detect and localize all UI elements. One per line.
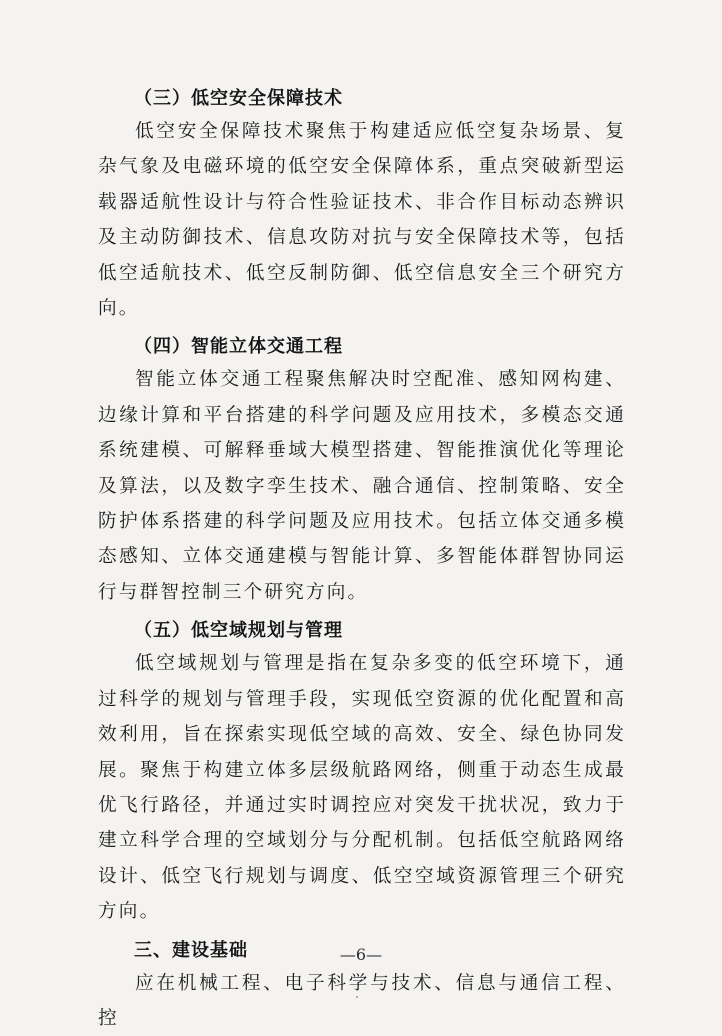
section-heading-construction-basis: 三、建设基础: [134, 939, 248, 961]
section-paragraph-construction-basis: 应在机械工程、电子科学与技术、信息与通信工程、控: [98, 972, 626, 1029]
section-heading-airspace-planning: （五）低空域规划与管理: [134, 620, 343, 642]
section-paragraph-low-altitude-safety: 低空安全保障技术聚焦于构建适应低空复杂场景、复杂气象及电磁环境的低空安全保障体系，重点突破新型运载器适航性设计与符合性验证技术、非合作目标动态辨识及主动防御技术、信息攻防对抗与安全保障技术等，包括低空适航技术、低空反制防御、低空信息安全三个研究方向。: [98, 121, 626, 320]
section-heading-smart-3d-transport: （四）智能立体交通工程: [134, 336, 343, 358]
scan-speck: [356, 996, 358, 998]
section-paragraph-smart-3d-transport: 智能立体交通工程聚焦解决时空配准、感知网构建、边缘计算和平台搭建的科学问题及应用技术，多模态交通系统建模、可解释垂域大模型搭建、智能推演优化等理论及算法，以及数字孪生技术、融合通信、控制策略、安全防护体系搭建的科学问题及应用技术。包括立体交通多模态感知、立体交通建模与智能计算、多智能体群智协同运行与群智控制三个研究方向。: [98, 369, 626, 603]
page-number: —6—: [339, 945, 383, 964]
section-paragraph-airspace-planning: 低空域规划与管理是指在复杂多变的低空环境下，通过科学的规划与管理手段，实现低空资源的优化配置和高效利用，旨在探索实现低空域的高效、安全、绿色协同发展。聚焦于构建立体多层级航路网络，侧重于动态生成最优飞行路径，并通过实时调控应对突发干扰状况，致力于建立科学合理的空域划分与分配机制。包括低空航路网络设计、低空飞行规划与调度、低空空域资源管理三个研究方向。: [98, 653, 626, 923]
section-heading-low-altitude-safety: （三）低空安全保障技术: [134, 88, 343, 109]
document-body: [98, 84, 626, 1036]
